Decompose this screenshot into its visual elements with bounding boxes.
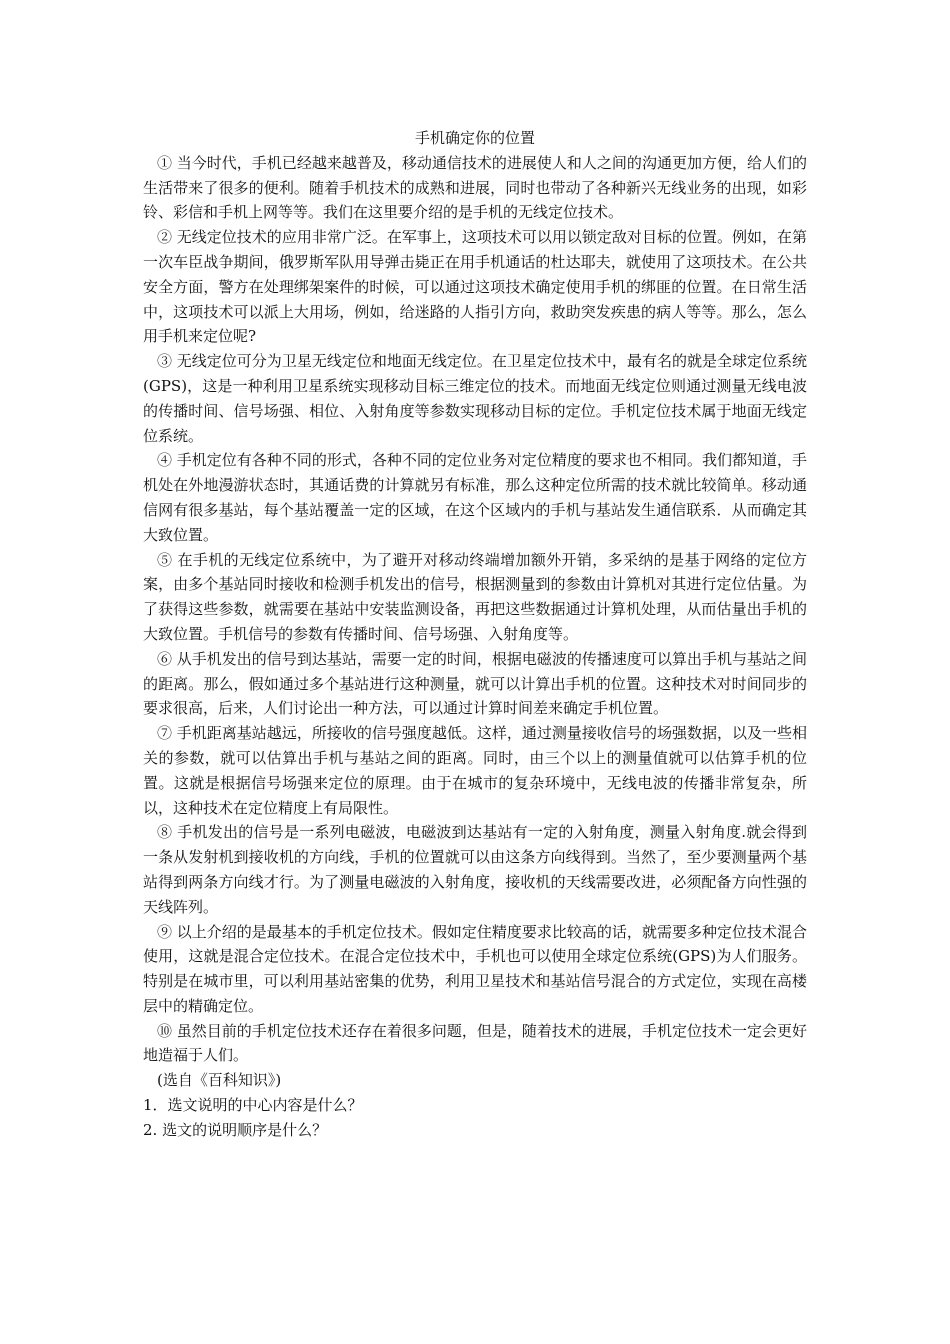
paragraph-10: ⑩ 虽然目前的手机定位技术还存在着很多问题，但是，随着技术的进展，手机定位技术一定会更好地造福于人们。 bbox=[143, 1021, 807, 1065]
paragraph-9: ⑨ 以上介绍的是最基本的手机定位技术。假如定住精度要求比较高的话，就需要多种定位技术混合使用，这就是混合定位技术。在混合定位技术中，手机也可以使用全球定位系统(GPS)为人们服务。特别是在城市里，可以利用基站密集的优势，利用卫星技术和基站信号混合的方式定位，实现在高楼层中的精确定位。 bbox=[143, 922, 807, 1015]
paragraph-8: ⑧ 手机发出的信号是一系列电磁波，电磁波到达基站有一定的入射角度，测量入射角度.就会得到一条从发射机到接收机的方向线，手机的位置就可以由这条方向线得到。当然了，至少要测量两个基站得到两条方向线才行。为了测量电磁波的入射角度，接收机的天线需要改进，必须配备方向性强的天线阵列。 bbox=[143, 823, 807, 916]
paragraph-3: ③ 无线定位可分为卫星无线定位和地面无线定位。在卫星定位技术中，最有名的就是全球定位系统(GPS)，这是一种利用卫星系统实现移动目标三维定位的技术。而地面无线定位则通过测量无线电波的传播时间、信号场强、相位、入射角度等参数实现移动目标的定位。手机定位技术属于地面无线定位系统。 bbox=[143, 352, 807, 445]
paragraph-2: ② 无线定位技术的应用非常广泛。在军事上，这项技术可以用以锁定敌对目标的位置。例如，在第一次车臣战争期间，俄罗斯军队用导弹击毙正在用手机通话的杜达耶夫，就使用了这项技术。在公共安全方面，警方在处理绑架案件的时候，可以通过这项技术确定使用手机的绑匪的位置。在日常生活中，这项技术可以派上大用场，例如，给迷路的人指引方向，救助突发疾患的病人等等。那么，怎么用手机来定位呢? bbox=[143, 228, 807, 346]
question-1: 1．选文说明的中心内容是什么？ bbox=[143, 1096, 363, 1115]
question-2: 2. 选文的说明顺序是什么？ bbox=[143, 1120, 328, 1139]
document-title: 手机确定你的位置 bbox=[414, 129, 535, 147]
paragraph-5: ⑤ 在手机的无线定位系统中，为了避开对移动终端增加额外开销，多采纳的是基于网络的定位方案，由多个基站同时接收和检测手机发出的信号，根据测量到的参数由计算机对其进行定位估量。为了获得这些参数，就需要在基站中安装监测设备，再把这些数据通过计算机处理，从而估量出手机的大致位置。手机信号的参数有传播时间、信号场强、入射角度等。 bbox=[143, 550, 807, 643]
paragraph-7: ⑦ 手机距离基站越远，所接收的信号强度越低。这样，通过测量接收信号的场强数据，以及一些相关的参数，就可以估算出手机与基站之间的距离。同时，由三个以上的测量值就可以估算手机的位置。这就是根据信号场强来定位的原理。由于在城市的复杂环境中，无线电波的传播非常复杂，所以，这种技术在定位精度上有局限性。 bbox=[143, 724, 807, 817]
source-citation: (选自《百科知识》) bbox=[157, 1071, 282, 1090]
document-body bbox=[143, 126, 807, 1143]
paragraph-6: ⑥ 从手机发出的信号到达基站，需要一定的时间，根据电磁波的传播速度可以算出手机与基站之间的距离。那么，假如通过多个基站进行这种测量，就可以计算出手机的位置。这种技术对时间同步的要求很高，后来，人们讨论出一种方法，可以通过计算时间差来确定手机位置。 bbox=[143, 649, 807, 718]
paragraph-4: ④ 手机定位有各种不同的形式，各种不同的定位业务对定位精度的要求也不相同。我们都知道，手机处在外地漫游状态时，其通话费的计算就另有标准，那么这种定位所需的技术就比较简单。移动通信网有很多基站，每个基站覆盖一定的区域，在这个区域内的手机与基站发生通信联系．从而确定其大致位置。 bbox=[143, 451, 807, 544]
paragraph-1: ① 当今时代，手机已经越来越普及，移动通信技术的进展使人和人之间的沟通更加方便，给人们的生活带来了很多的便利。随着手机技术的成熟和进展，同时也带动了各种新兴无线业务的出现，如彩铃、彩信和手机上网等等。我们在这里要介绍的是手机的无线定位技术。 bbox=[143, 153, 807, 222]
